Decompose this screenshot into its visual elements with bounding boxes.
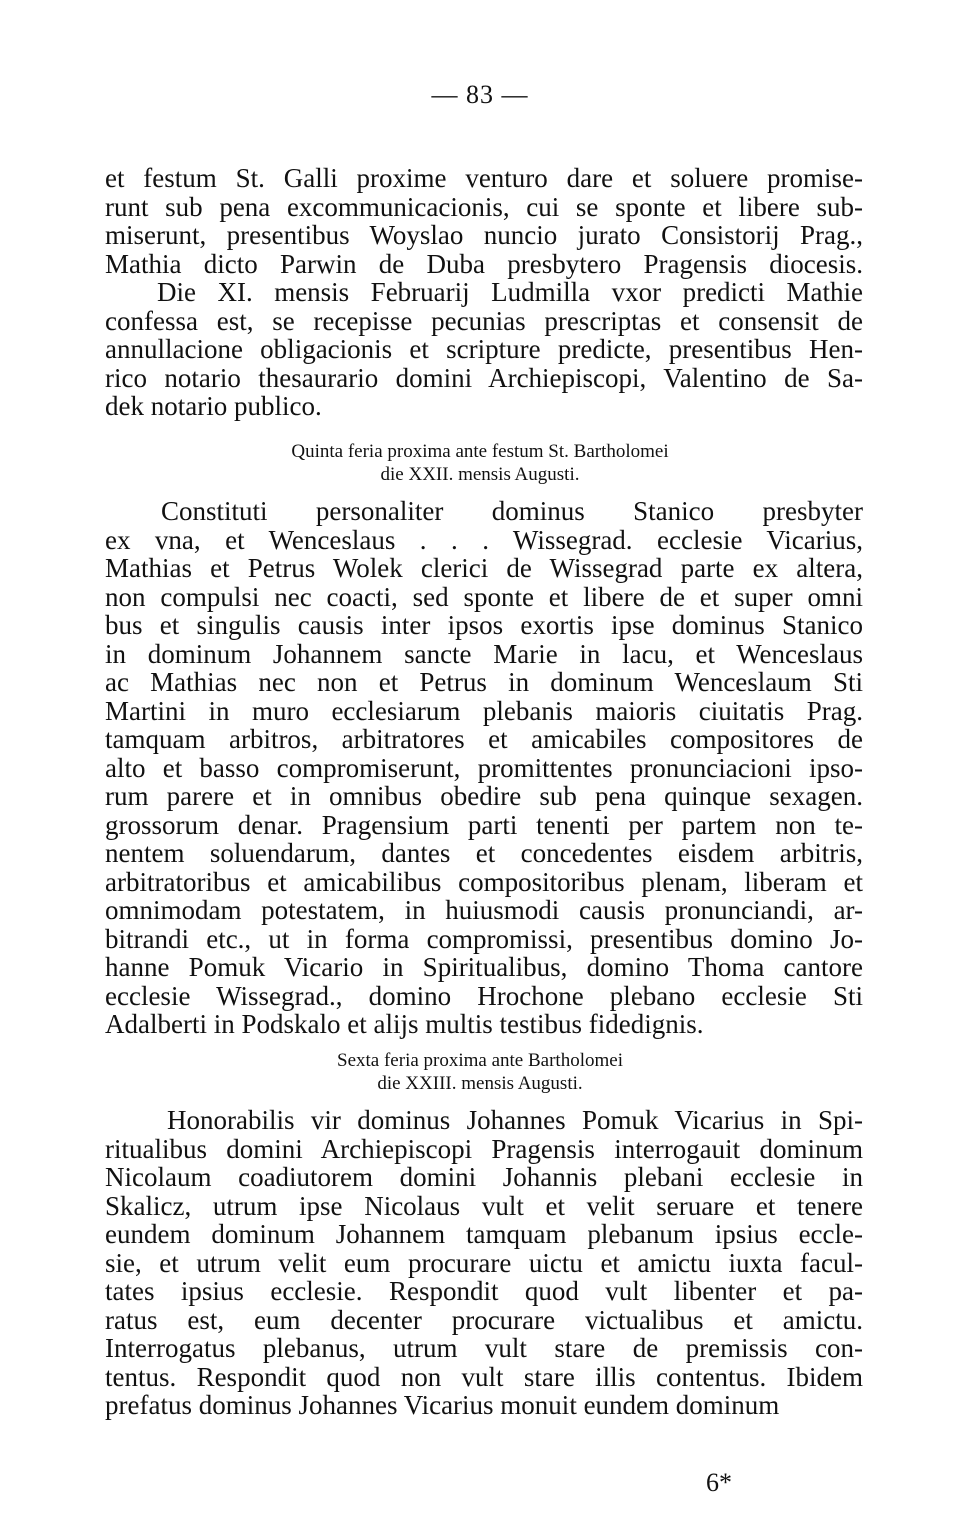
heading2-line: Sexta feria proxima ante Bartholomei [337, 1050, 623, 1071]
paragraph1-line: rico notario thesaurario domini Archiepiscopi, Valentino de Sa- [105, 362, 863, 393]
paragraph1-line: dek notario publico. [105, 391, 322, 421]
paragraph2-line: hanne Pomuk Vicario in Spiritualibus, domino Thoma cantore [105, 952, 863, 982]
paragraph3-line: Nicolaum coadiutorem domini Johannis plebani ecclesie in [105, 1162, 863, 1192]
heading1-line: Quinta feria proxima ante festum St. Bartholomei [291, 441, 669, 462]
paragraph1-line: annullacione obligacionis et scripture predicte, presentibus Hen- [105, 334, 863, 364]
paragraph-2 [105, 497, 863, 1039]
paragraph3-line: sie, et utrum velit eum procurare uictu et amictu iuxta facul- [105, 1247, 863, 1278]
paragraph2-line: Mathias et Petrus Wolek clerici de Wissegrad parte ex altera, [105, 553, 863, 583]
paragraph1-line: confessa est, se recepisse pecunias prescriptas et consensit de [105, 305, 863, 336]
paragraph2-line: tamquam arbitros, arbitratores et amicabiles compositores de [105, 724, 863, 754]
paragraph2-line: bitrandi etc., ut in forma compromissi, presentibus domino Jo- [105, 923, 863, 954]
paragraph3-line: Honorabilis vir dominus Johannes Pomuk Vicarius in Spi- [167, 1105, 863, 1135]
paragraph2-line: in dominum Johannem sancte Marie in lacu, et Wenceslaus [105, 638, 863, 669]
paragraph2-line: omnimodam potestatem, in huiusmodi causis pronunciandi, ar- [105, 895, 863, 925]
paragraph2-line: ex vna, et Wenceslaus . . . Wissegrad. ecclesie Vicarius, [105, 524, 863, 555]
paragraph3-line: Interrogatus plebanus, utrum vult stare de premissis con- [105, 1333, 863, 1363]
paragraph2-line: nentem soluendarum, dantes et concedentes eisdem arbitris, [105, 838, 863, 868]
paragraph1-line: Die XI. mensis Februarij Ludmilla vxor predicti Mathie [157, 277, 863, 307]
paragraph3-line: tates ipsius ecclesie. Respondit quod vult libenter et pa- [105, 1276, 863, 1306]
paragraph3-line: ritualibus domini Archiepiscopi Pragensis interrogauit dominum [105, 1133, 863, 1164]
heading2-line: die XXIII. mensis Augusti. [377, 1073, 583, 1094]
paragraph1-line: miserunt, presentibus Woyslao nuncio jurato Consistorij Prag., [105, 220, 863, 250]
paragraph2-line: grossorum denar. Pragensium parti tenenti per partem non te- [105, 809, 863, 840]
paragraph1-line: et festum St. Galli proxime venturo dare et soluere promise- [105, 163, 863, 193]
heading1-line: die XXII. mensis Augusti. [380, 464, 580, 485]
paragraph2-line: Adalberti in Podskalo et alijs multis testibus fidedignis. [105, 1009, 704, 1039]
paragraph2-line: alto et basso compromiserunt, promittentes pronunciacioni ipso- [105, 752, 863, 783]
paragraph3-line: ratus est, eum decenter procurare victualibus et amictu. [105, 1304, 863, 1335]
section-heading-1 [0, 440, 960, 486]
paragraph2-line: ecclesie Wissegrad., domino Hrochone plebano ecclesie Sti [105, 980, 863, 1011]
section-heading-2 [0, 1049, 960, 1095]
paragraph-3 [105, 1106, 863, 1420]
paragraph2-line: rum parere et in omnibus obedire sub pena quinque sexagen. [105, 781, 863, 811]
paragraph-1 [105, 164, 863, 421]
paragraph2-line: bus et singulis causis inter ipsos exortis ipse dominus Stanico [105, 610, 863, 640]
paragraph3-line: tentus. Respondit quod non vult stare illis contentus. Ibidem [105, 1361, 863, 1392]
paragraph2-line: ac Mathias nec non et Petrus in dominum Wenceslaum Sti [105, 667, 863, 697]
paragraph3-line: Skalicz, utrum ipse Nicolaus vult et velit seruare et tenere [105, 1190, 863, 1221]
paragraph1-line: runt sub pena excommunicacionis, cui se sponte et libere sub- [105, 191, 863, 222]
paragraph1-line: Mathia dicto Parwin de Duba presbytero Pragensis diocesis. [105, 248, 863, 279]
paragraph2-line: non compulsi nec coacti, sed sponte et libere de et super omni [105, 581, 863, 612]
page-number: — 83 — [431, 80, 529, 109]
paragraph2-line: arbitratoribus et amicabilibus compositoribus plenam, liberam et [105, 866, 863, 897]
signature-mark: 6* [706, 1468, 732, 1497]
paragraph3-line: prefatus dominus Johannes Vicarius monuit eundem dominum [105, 1390, 780, 1420]
paragraph3-line: eundem dominum Johannem tamquam plebanum ipsius eccle- [105, 1219, 863, 1249]
paragraph2-line: Constituti personaliter dominus Stanico presbyter [161, 496, 863, 526]
paragraph2-line: Martini in muro ecclesiarum plebanis maioris ciuitatis Prag. [105, 695, 863, 726]
